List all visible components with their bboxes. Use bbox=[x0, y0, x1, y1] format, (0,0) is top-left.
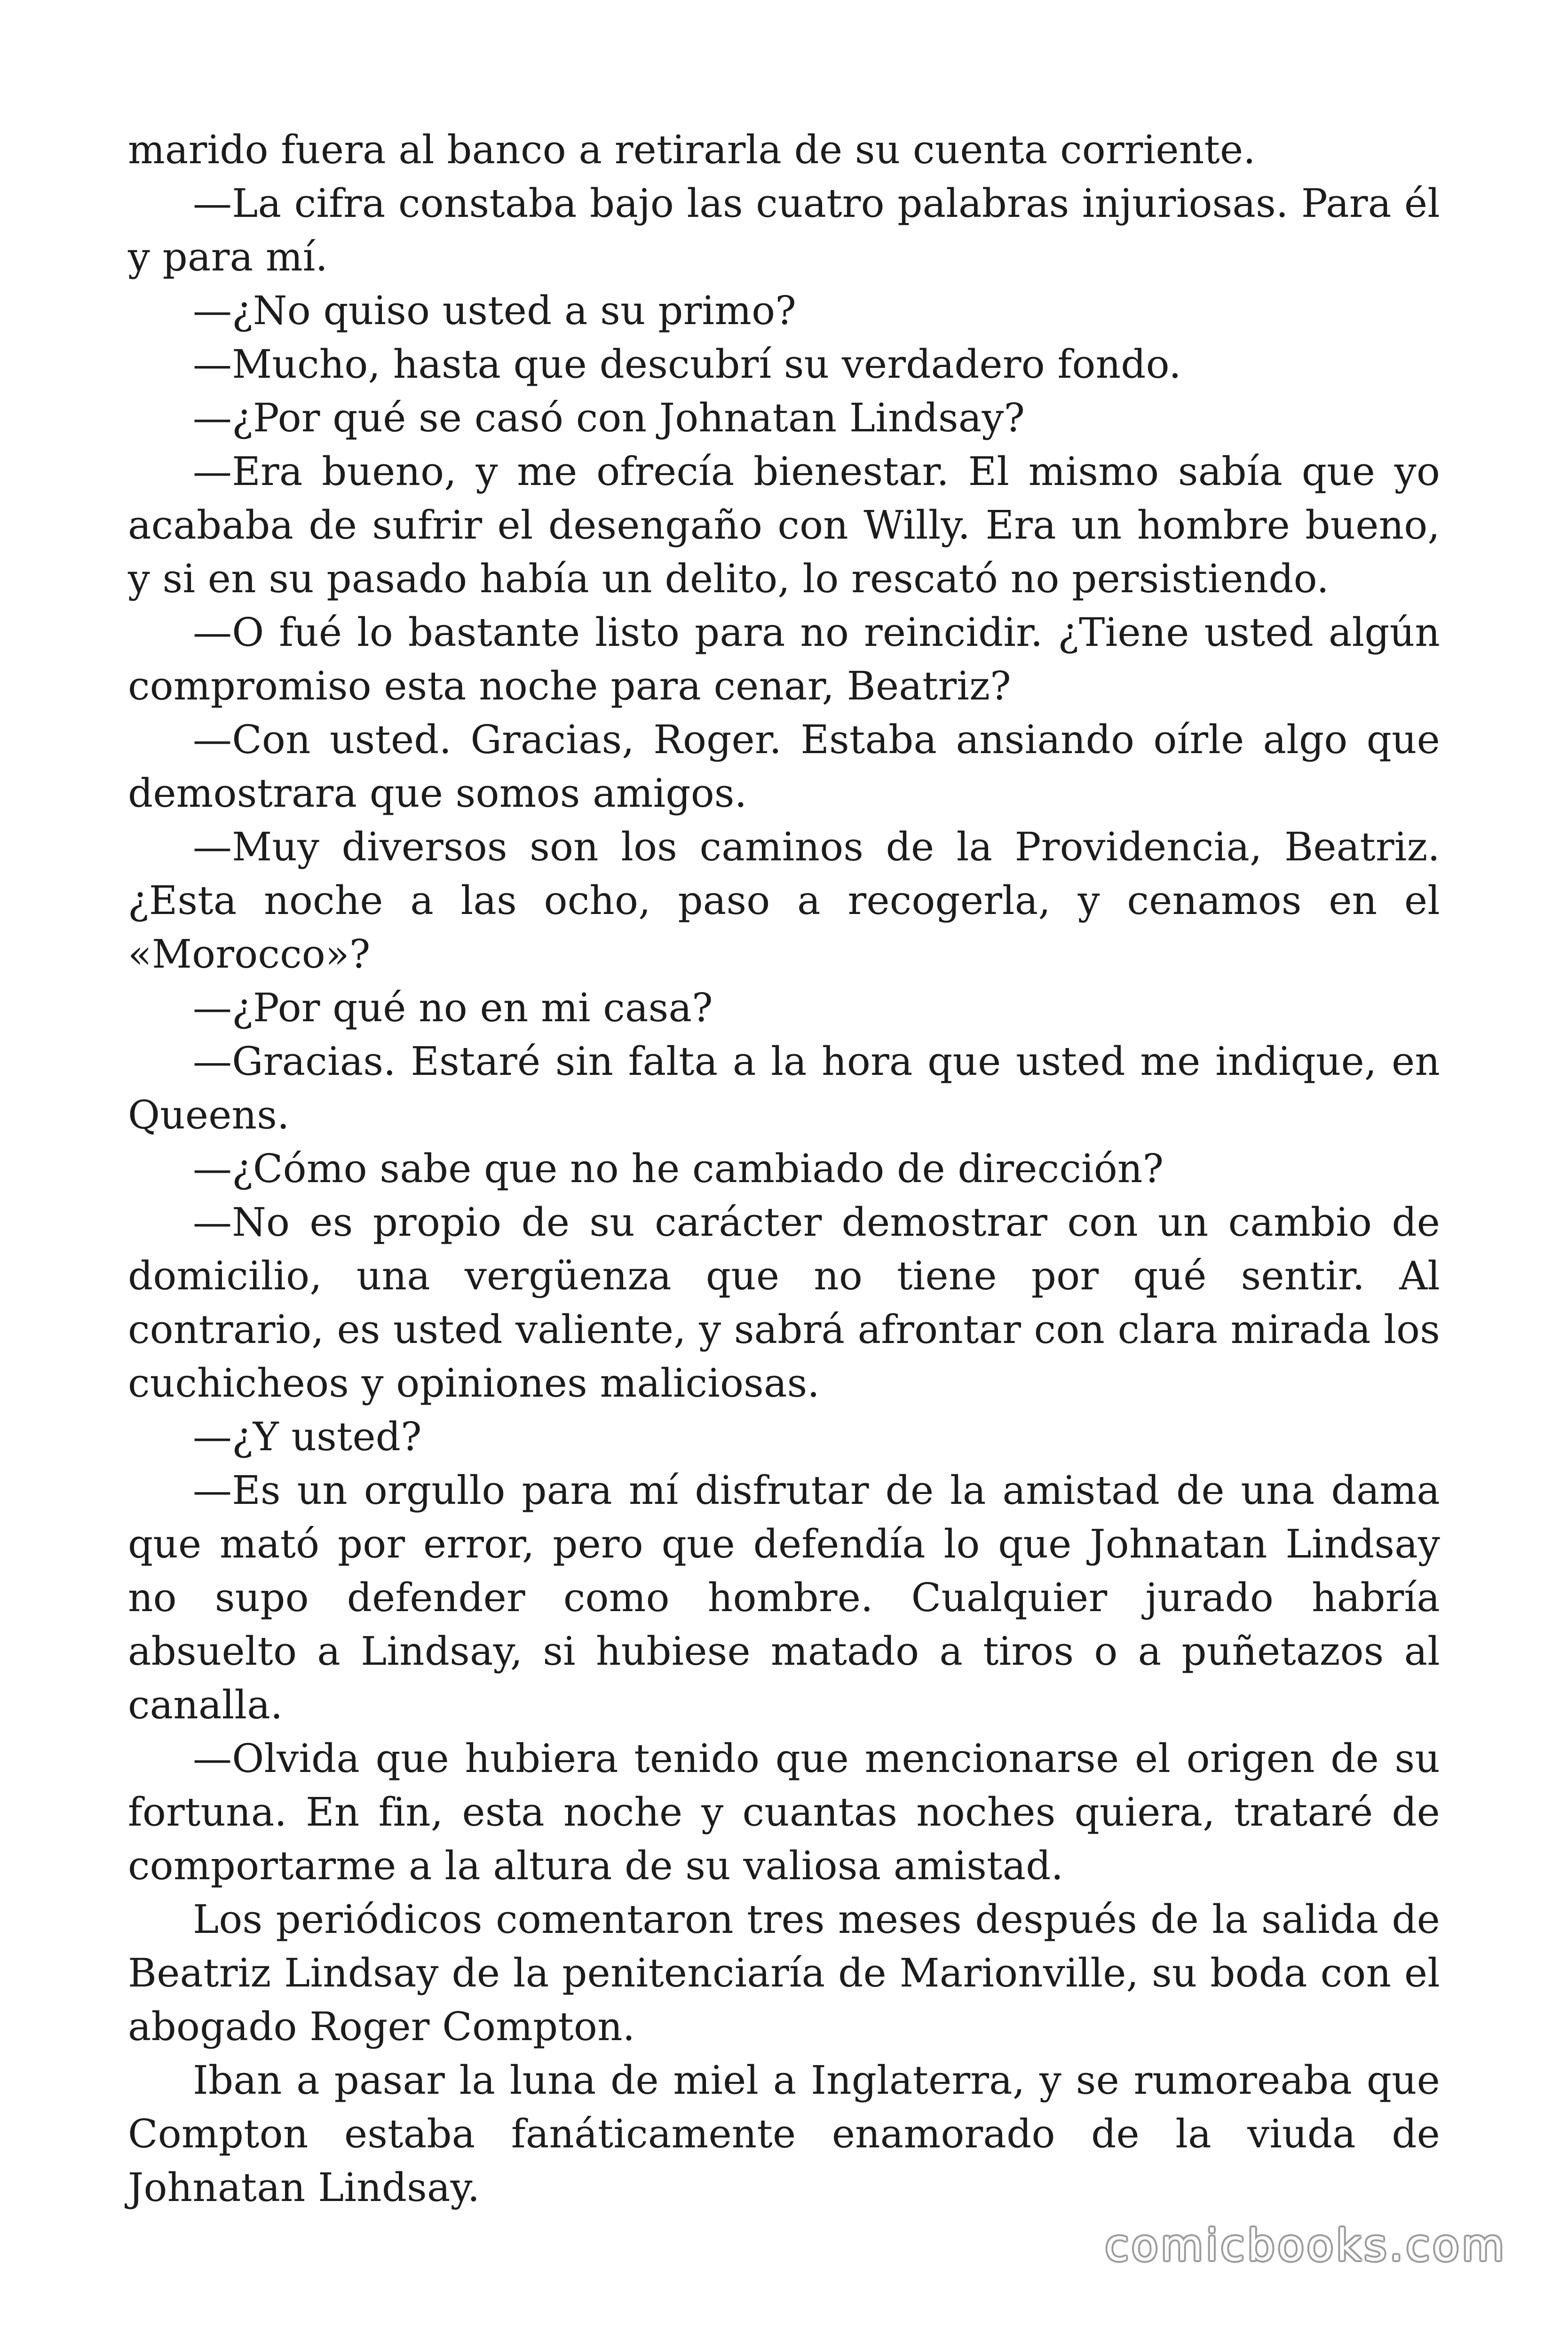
paragraph-14: —¿Y usted? bbox=[193, 1414, 422, 1460]
paragraph-6: —Era bueno, y me ofrecía bienestar. El mismo sabía que yo acababa de sufrir el desengaño con Willy. Era un hombre bueno, y si en su pasado había un delito, lo rescató no persistiendo. bbox=[128, 449, 1440, 602]
paragraph-16: —Olvida que hubiera tenido que mencionarse el origen de su fortuna. En fin, esta noche y cuantas noches quiera, trataré de comportarme a la altura de su valiosa amistad. bbox=[128, 1736, 1440, 1889]
paragraph-1: marido fuera al banco a retirarla de su cuenta corriente. bbox=[128, 127, 1256, 173]
paragraph-11: —Gracias. Estaré sin falta a la hora que usted me indique, en Queens. bbox=[128, 1039, 1440, 1138]
paragraph-8: —Con usted. Gracias, Roger. Estaba ansiando oírle algo que demostrara que somos amigos. bbox=[128, 717, 1440, 816]
paragraph-15: —Es un orgullo para mí disfrutar de la amistad de una dama que mató por error, pero que defendía lo que Johnatan Lindsay no supo defender como hombre. Cualquier jurado habría absuelto a Lindsay, si hubiese matado a tiros o a puñetazos al canalla. bbox=[128, 1468, 1440, 1728]
page-body bbox=[128, 123, 1440, 2215]
paragraph-17: Los periódicos comentaron tres meses después de la salida de Beatriz Lindsay de la penitenciaría de Marionville, su boda con el abogado Roger Compton. bbox=[128, 1897, 1440, 2050]
paragraph-4: —Mucho, hasta que descubrí su verdadero fondo. bbox=[193, 342, 1181, 387]
paragraph-5: —¿Por qué se casó con Johnatan Lindsay? bbox=[193, 395, 1025, 441]
paragraph-13: —No es propio de su carácter demostrar con un cambio de domicilio, una vergüenza que no tiene por qué sentir. Al contrario, es usted valiente, y sabrá afrontar con clara mirada los cuchicheos y opiniones maliciosas. bbox=[128, 1200, 1440, 1406]
paragraph-7: —O fué lo bastante listo para no reincidir. ¿Tiene usted algún compromiso esta noche para cenar, Beatriz? bbox=[128, 610, 1440, 709]
paragraph-2: —La cifra constaba bajo las cuatro palabras injuriosas. Para él y para mí. bbox=[128, 181, 1440, 280]
paragraph-9: —Muy diversos son los caminos de la Providencia, Beatriz. ¿Esta noche a las ocho, paso a recogerla, y cenamos en el «Morocco»? bbox=[128, 824, 1440, 977]
paragraph-3: —¿No quiso usted a su primo? bbox=[193, 288, 797, 334]
watermark-logo: comicbooks.com bbox=[1105, 2220, 1507, 2271]
paragraph-10: —¿Por qué no en mi casa? bbox=[193, 985, 713, 1031]
paragraph-12: —¿Cómo sabe que no he cambiado de dirección? bbox=[193, 1146, 1164, 1192]
paragraph-18: Iban a pasar la luna de miel a Inglaterra, y se rumoreaba que Compton estaba fanáticamente enamorado de la viuda de Johnatan Lindsay. bbox=[128, 2058, 1440, 2210]
